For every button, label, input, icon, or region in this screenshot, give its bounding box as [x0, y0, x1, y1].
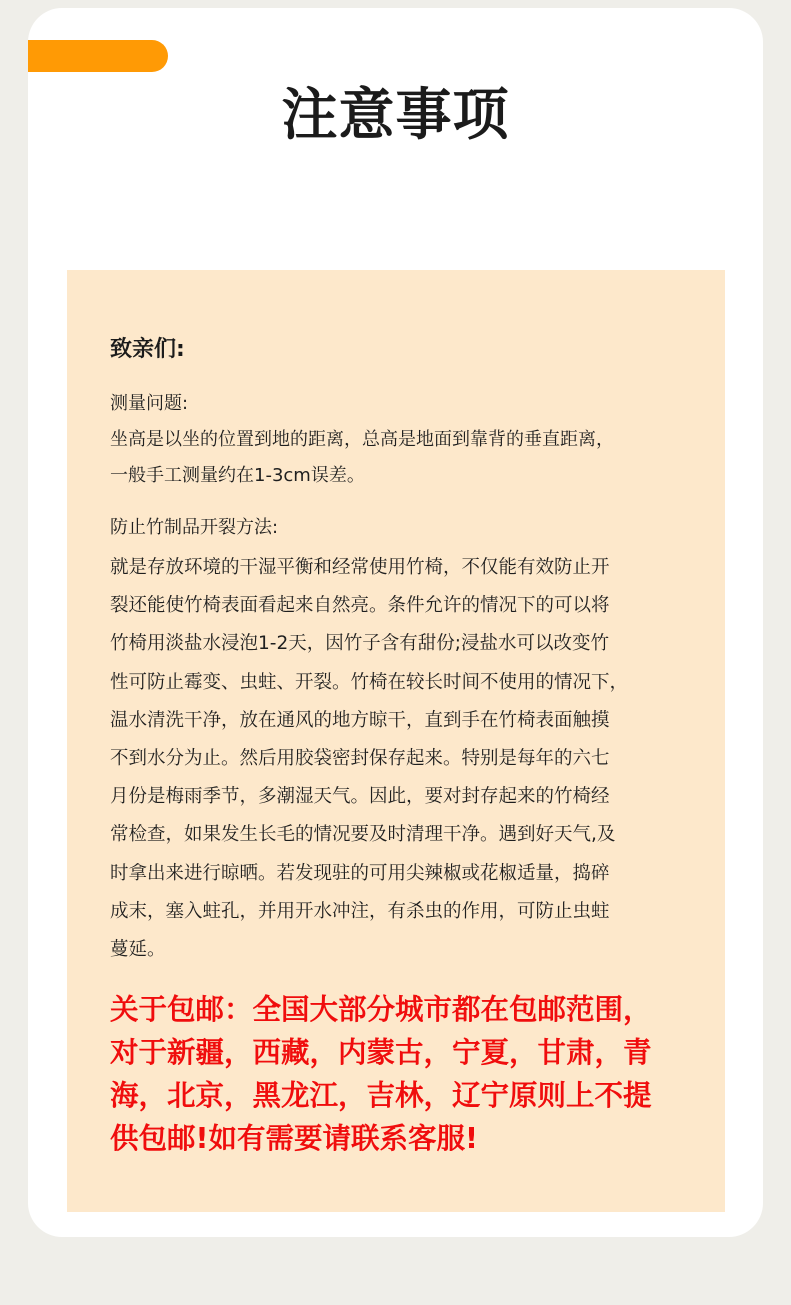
crack-prevention-line: 月份是梅雨季节，多潮湿天气。因此，要对封存起来的竹椅经: [110, 786, 610, 808]
crack-prevention-line: 裂还能使竹椅表面看起来自然亮。条件允许的情况下的可以将: [110, 595, 610, 617]
crack-prevention-line: 不到水分为止。然后用胶袋密封保存起来。特别是每年的六七: [110, 748, 610, 770]
measurement-line: 一般手工测量约在1-3cm误差。: [110, 465, 365, 486]
shipping-notice-line: 关于包邮：全国大部分城市都在包邮范围，: [110, 993, 652, 1026]
crack-prevention-line: 温水清洗干净，放在通风的地方晾干，直到手在竹椅表面触摸: [110, 709, 610, 731]
shipping-notice: [110, 988, 710, 1160]
greeting: 致亲们:: [110, 337, 185, 362]
shipping-notice-line: 海，北京，黑龙江，吉林，辽宁原则上不提: [110, 1079, 652, 1112]
crack-prevention-line: 性可防止霉变、虫蛀、开裂。竹椅在较长时间不使用的情况下，: [110, 671, 629, 693]
crack-prevention-line: 时拿出来进行晾晒。若发现驻的可用尖辣椒或花椒适量，捣碎: [110, 862, 610, 884]
accent-bar: [28, 40, 168, 72]
crack-prevention-heading: 防止竹制品开裂方法:: [110, 517, 279, 538]
crack-prevention-line: 常检查，如果发生长毛的情况要及时清理干净。遇到好天气,及: [110, 824, 616, 846]
shipping-notice-line: 对于新疆，西藏，内蒙古，宁夏，甘肃，青: [110, 1036, 652, 1069]
measurement-section: [110, 386, 710, 494]
measurement-line: 坐高是以坐的位置到地的距离，总高是地面到靠背的垂直距离，: [110, 429, 614, 450]
measurement-heading: 测量问题:: [110, 393, 189, 414]
page-title: 注意事项: [281, 83, 510, 148]
crack-prevention-line: 竹椅用淡盐水浸泡1-2天，因竹子含有甜份;浸盐水可以改变竹: [110, 633, 609, 655]
crack-prevention-line: 蔓延。: [110, 939, 166, 961]
shipping-notice-line: 供包邮!如有需要请联系客服!: [110, 1122, 478, 1155]
crack-prevention-line: 成末，塞入蛀孔，并用开水冲注，有杀虫的作用，可防止虫蛀: [110, 900, 610, 922]
crack-prevention-section: [110, 510, 710, 969]
crack-prevention-line: 就是存放环境的干湿平衡和经常使用竹椅，不仅能有效防止开: [110, 557, 610, 578]
notice-panel: [67, 270, 725, 1212]
